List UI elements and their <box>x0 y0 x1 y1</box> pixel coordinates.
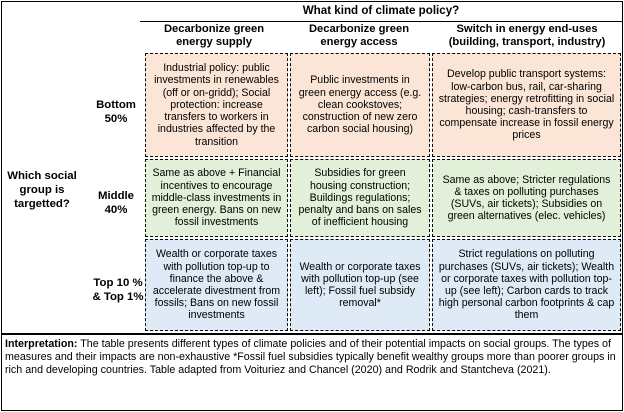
cell-top-supply: Wealth or corporate taxes with pollution top-up to finance the above & accelerate divestment from fossils; Bans on new fossil investments <box>145 239 288 331</box>
row-label-middle-40: Middle 40% <box>97 190 135 216</box>
row-label-bottom-50: Bottom 50% <box>96 99 136 125</box>
header-divider-line <box>140 21 622 22</box>
interpretation-divider <box>2 333 622 335</box>
cell-middle-supply: Same as above + Financial incentives to encourage middle-class investments in green energy. Bans on new fossil investments <box>145 159 288 237</box>
cell-top-access: Wealth or corporate taxes with pollution top-up (see left); Fossil fuel subsidy removal* <box>290 239 430 331</box>
row-group-header: Which social group is targetted? <box>7 170 77 210</box>
interpretation-text: The table presents different types of climate policies and of their potential impacts on social groups. The types of measures and their impacts are non-exhaustive *Fossil fuel subsidies typically benefit wealthy groups more than poorer groups in rich and developing countries. Table adapted from Voituriez and Chancel (2020) and Rodrik and Stantcheva (2021). <box>5 338 616 377</box>
column-header-end-uses: Switch in energy end-uses (building, transport, industry) <box>448 23 606 48</box>
row-label-top-10: Top 10 % & Top 1% <box>92 277 144 303</box>
cell-middle-access: Subsidies for green housing construction; Buildings regulations; penalty and bans on sales of inefficient housing <box>290 159 430 237</box>
cell-bottom-supply: Industrial policy: public investments in renewables (off or on-gridd); Social protection: increase transfers to workers in industries affected by the transition <box>145 53 288 157</box>
column-group-header: What kind of climate policy? <box>302 4 460 17</box>
column-header-supply: Decarbonize green energy supply <box>163 23 265 48</box>
cell-bottom-end-uses: Develop public transport systems: low-carbon bus, rail, car-sharing strategies; energy retrofitting in social housing; cash-transfers to compensate increase in fossil energy prices <box>432 53 621 157</box>
cell-bottom-access: Public investments in green energy access (e.g. clean cookstoves; construction of new zero carbon social housing) <box>290 53 430 157</box>
cell-middle-end-uses: Same as above; Stricter regulations & taxes on polluting purchases (SUVs, air tickets); Subsidies on green alternatives (elec. vehicles) <box>432 159 621 237</box>
cell-top-end-uses: Strict regulations on polluting purchases (SUVs, air tickets); Wealth or corporate taxes with pollution top-up (see left); Carbon cards to track high personal carbon footprints & cap them <box>432 239 621 331</box>
column-header-access: Decarbonize green energy access <box>308 23 410 48</box>
interpretation-label: Interpretation: <box>5 338 78 350</box>
interpretation-note <box>5 338 619 408</box>
